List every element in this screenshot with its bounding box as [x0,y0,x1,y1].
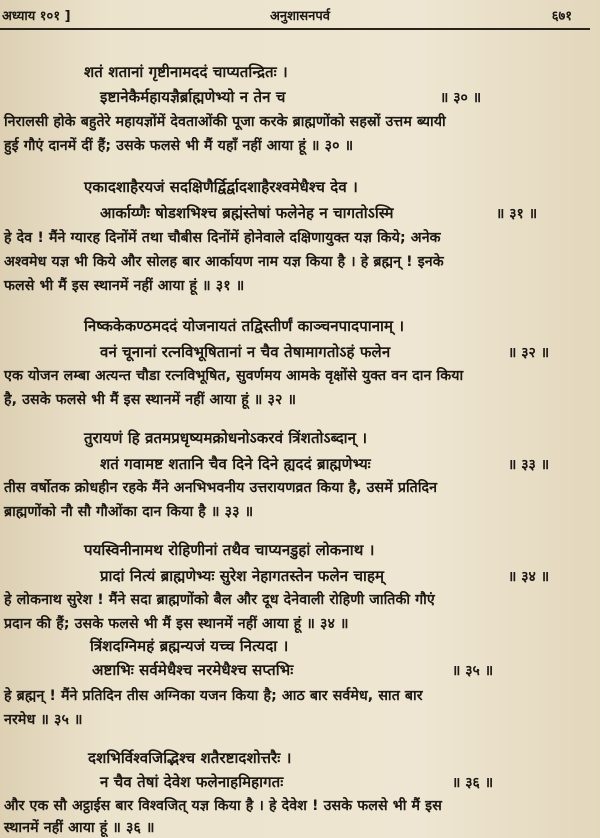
verse-line: पयस्विनीनामथ रोहिणीनां तथैव चाप्यनडुहां लोकनाथ । [84,541,375,559]
translation-line: हे लोकनाथ सुरेश ! मैंने सदा ब्राह्मणोंको बैल और दूध देनेवाली रोहिणी जातिकी गौएं [4,592,435,608]
translation-line: फलसे भी मैं इस स्थानमें नहीं आया हूं ॥ ३१ ॥ [4,278,245,294]
translation-line: एक योजन लम्बा अत्यन्त चौडा रत्नविभूषित, सुवर्णमय आमके वृक्षोंसे युक्त वन दान किया [4,368,464,384]
translation-line: तीस वर्षोतक क्रोधहीन रहके मैंने अनभिभवनीय उत्तरायणव्रत किया है, उसमें प्रतिदिन [4,480,438,496]
verse-line: दशभिर्विश्वजिद्भिश्च शतैरष्टादशोत्तरैः । [88,749,292,767]
translation-line: स्थानमें नहीं आया हूं ॥ ३६ ॥ [4,820,155,836]
translation-line: और एक सौ अट्ठाईस बार विश्वजित् यज्ञ किया है । हे देवेश ! उसके फलसे भी मैं इस [4,798,442,814]
verse-line: आर्काय्णैः षोडशभिश्च ब्रह्मंस्तेषां फलेनेह न चागतोऽस्मि [100,204,394,222]
translation-line: निरालसी होके बहुतेरे महायज्ञोंमें देवताओंकी पूजा करके ब्राह्मणोंको सहस्रों उत्तम ब्यायी [4,114,446,130]
verse-line: वनं चूनानां रत्नविभूषितानां न चैव तेषामागतोऽहं फलेन [100,343,391,361]
verse-line: त्रिंशदग्निमहं ब्रह्मन्यजं यच्च नित्यदा । [90,637,289,655]
header-rule [0,28,590,30]
translation-line: हे ब्रह्मन् ! मैंने प्रतिदिन तीस अग्निका यजन किया है; आठ बार सर्वमेध, सात बार [4,688,423,704]
verse-number: ॥ ३५ ॥ [452,663,494,679]
verse-number: ॥ ३० ॥ [440,90,482,106]
page-number: ६७१ [551,9,572,24]
verse-line: अष्टाभिः सर्वमेधैश्च नरमेधैश्च सप्तभिः [92,661,294,679]
translation-line: है, उसके फलसे भी मैं इस स्थानमें नहीं आया हूं ॥ ३२ ॥ [4,392,297,408]
verse-number: ॥ ३६ ॥ [452,775,494,791]
verse-number: ॥ ३३ ॥ [508,457,550,473]
verse-line: तुरायणं हि व्रतमप्रधृष्यमक्रोधनोऽकरवं त्रिंशतोऽब्दान् । [84,429,368,447]
verse-line: निष्ककेकण्ठमददं योजनायतं तद्विस्तीर्णं काञ्चनपादपानाम् । [84,317,405,335]
verse-line: शतं गवामष्ट शतानि चैव दिने दिने ह्यददं ब्राह्मणेभ्यः [100,455,371,473]
translation-line: प्रदान की हैं; उसके फलसे भी मैं इस स्थानमें नहीं आया हूं ॥ ३४ ॥ [4,616,349,632]
verse-line: न चैव तेषां देवेश फलेनाहमिहागतः [100,773,284,791]
verse-number: ॥ ३२ ॥ [508,345,550,361]
translation-line: अश्वमेध यज्ञ भी किये और सोलह बार आर्कायण नाम यज्ञ किया है । हे ब्रह्मन् ! इनके [4,254,444,270]
translation-line: हुई गौएं दानमें दीं हैं; उसके फलसे भी मैं यहाँ नहीं आया हूं ॥ ३० ॥ [4,138,354,154]
verse-line: इष्टानेकैर्महायज्ञैर्ब्राह्मणेभ्यो न तेन च [100,88,286,106]
verse-line: एकादशाहैरयजं सदक्षिणैर्द्विर्द्वादशाहैरश्वमेधैश्च देव । [84,178,358,196]
verse-line: शतं शतानां गृष्टीनामददं चाप्यतन्द्रितः । [84,63,288,81]
chapter-label: अध्याय १०१ ] [2,9,71,24]
section-title: अनुशासनपर्व [270,9,330,24]
verse-line: प्रादां नित्यं ब्राह्मणेभ्यः सुरेश नेहागतस्तेन फलेन चाहम् [100,567,385,585]
verse-number: ॥ ३१ ॥ [496,206,538,222]
translation-line: ब्राह्मणोंको नौ सौ गौओंका दान किया है ॥ ३३ ॥ [4,504,254,520]
verse-number: ॥ ३४ ॥ [508,569,550,585]
translation-line: नरमेध ॥ ३५ ॥ [4,712,83,728]
translation-line: हे देव ! मैंने ग्यारह दिनोंमें तथा चौबीस दिनोंमें होनेवाले दक्षिणायुक्त यज्ञ किये; अनेक [4,230,441,246]
